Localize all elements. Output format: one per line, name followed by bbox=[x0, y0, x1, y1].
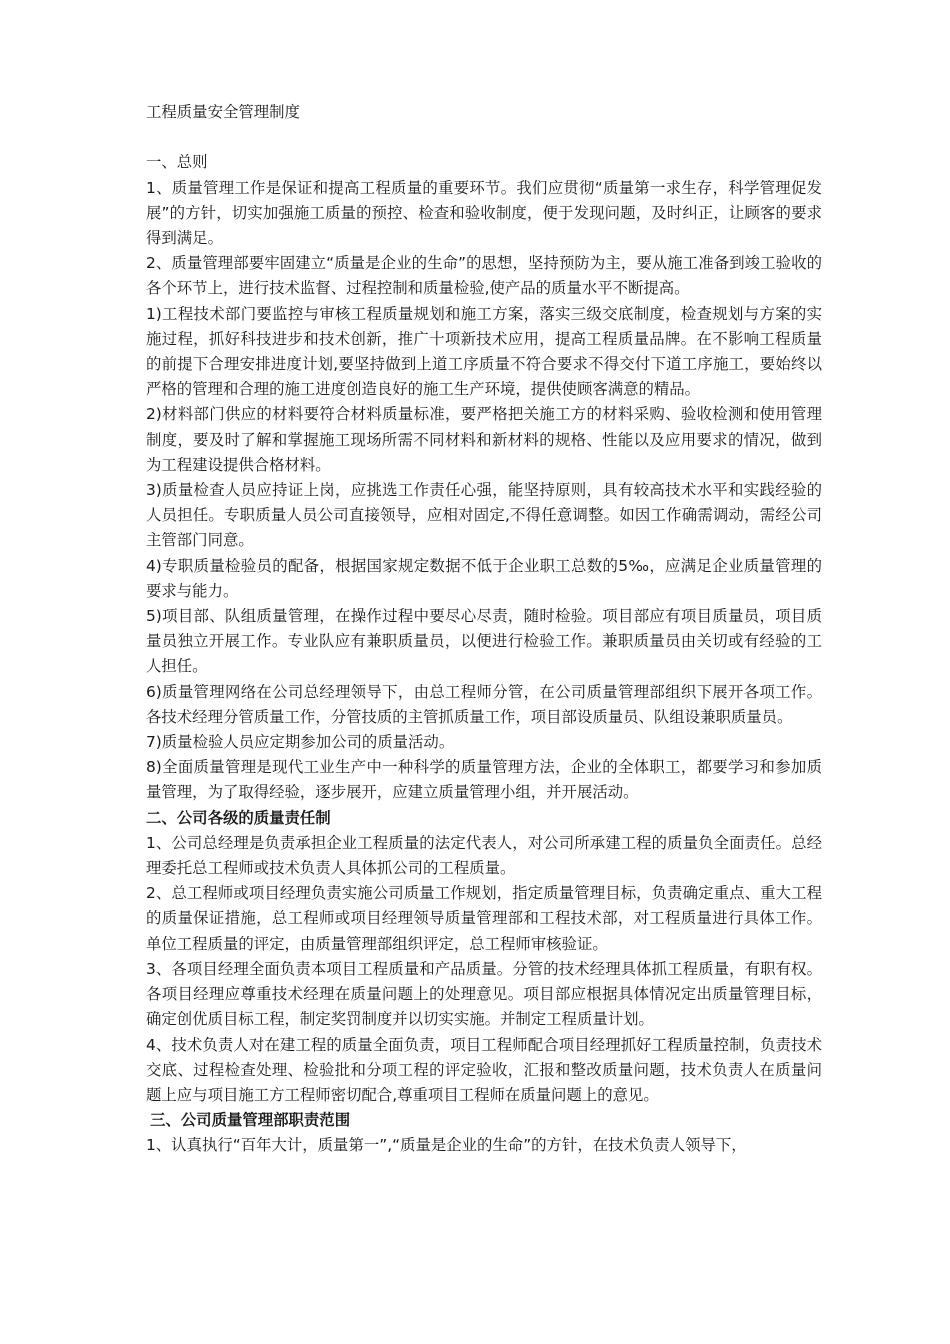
section-heading-general: 一、总则 bbox=[146, 153, 208, 172]
list-item-4: 4)专职质量检验员的配备，根据国家规定数据不低于企业职工总数的5‰，应满足企业质量管理的要求与能力。 bbox=[146, 556, 822, 600]
list-item-7: 7)质量检验人员应定期参加公司的质量活动。 bbox=[146, 733, 455, 752]
list-item-6: 6)质量管理网络在公司总经理领导下，由总工程师分管，在公司质量管理部组织下展开各项工作。各技术经理分管质量工作，分管技质的主管抓质量工作，项目部设质量员、队组设兼职质量员。 bbox=[146, 682, 822, 726]
paragraph-quality-dept-1: 1、认真执行“百年大计，质量第一”,“质量是企业的生命”的方针，在技术负责人领导下， bbox=[146, 1136, 747, 1155]
paragraph-general-1: 1、质量管理工作是保证和提高工程质量的重要环节。我们应贯彻“质量第一求生存，科学管理促发展”的方针，切实加强施工质量的预控、检查和验收制度，便于发现问题，及时纠正，让顾客的要求得到满足。 bbox=[146, 178, 822, 247]
blank-line bbox=[146, 125, 822, 150]
paragraph-responsibility-3: 3、各项目经理全面负责本项目工程质量和产品质量。分管的技术经理具体抓工程质量，有职有权。各项目经理应尊重技术经理在质量问题上的处理意见。项目部应根据具体情况定出质量管理目标，确定创优质目标工程，制定奖罚制度并以切实实施。并制定工程质量计划。 bbox=[146, 959, 822, 1029]
section-heading-responsibility: 二、公司各级的质量责任制 bbox=[146, 808, 331, 827]
list-item-1: 1)工程技术部门要监控与审核工程质量规划和施工方案，落实三级交底制度，检查规划与方案的实施过程，抓好科技进步和技术创新，推广十项新技术应用，提高工程质量品牌。在不影响工程质量的前提下合理安排进度计划,要坚持做到上道工序质量不符合要求不得交付下道工序施工，要始终以严格的管理和合理的施工进度创造良好的施工生产环境，提供使顾客满意的精品。 bbox=[146, 304, 822, 399]
document-page bbox=[146, 100, 822, 1159]
section-heading-quality-dept: 三、公司质量管理部职责范围 bbox=[150, 1111, 351, 1130]
list-item-5: 5)项目部、队组质量管理，在操作过程中要尽心尽责，随时检验。项目部应有项目质量员，项目质量员独立开展工作。专业队应有兼职质量员，以便进行检验工作。兼职质量员由关切或有经验的工人担任。 bbox=[146, 607, 822, 676]
paragraph-responsibility-1: 1、公司总经理是负责承担企业工程质量的法定代表人，对公司所承建工程的质量负全面责任。总经理委托总工程师或技术负责人具体抓公司的工程质量。 bbox=[146, 833, 822, 878]
paragraph-responsibility-4: 4、技术负责人对在建工程的质量全面负责，项目工程师配合项目经理抓好工程质量控制，负责技术交底、过程检查处理、检验批和分项工程的评定验收，汇报和整改质量问题，技术负责人在质量问题上应与项目施工方工程师密切配合,尊重项目工程师在质量问题上的意见。 bbox=[146, 1035, 822, 1104]
paragraph-responsibility-2: 2、总工程师或项目经理负责实施公司质量工作规划，指定质量管理目标，负责确定重点、重大工程的质量保证措施，总工程师或项目经理领导质量管理部和工程技术部，对工程质量进行具体工作。单位工程质量的评定，由质量管理部组织评定，总工程师审核验证。 bbox=[146, 884, 822, 953]
document-title: 工程质量安全管理制度 bbox=[146, 103, 300, 121]
list-item-8: 8)全面质量管理是现代工业生产中一种科学的质量管理方法，企业的全体职工，都要学习和参加质量管理，为了取得经验，逐步展开，应建立质量管理小组，并开展活动。 bbox=[146, 758, 822, 802]
paragraph-general-2: 2、质量管理部要牢固建立“质量是企业的生命”的思想，坚持预防为主，要从施工准备到竣工验收的各个环节上，进行技术监督、过程控制和质量检验,使产品的质量水平不断提高。 bbox=[146, 254, 822, 298]
list-item-2: 2)材料部门供应的材料要符合材料质量标准，要严格把关施工方的材料采购、验收检测和使用管理制度，要及时了解和掌握施工现场所需不同材料和新材料的规格、性能以及应用要求的情况，做到为工程建设提供合格材料。 bbox=[146, 405, 822, 474]
list-item-3: 3)质量检查人员应持证上岗，应挑选工作责任心强，能坚持原则，具有较高技术水平和实践经验的人员担任。专职质量人员公司直接领导，应相对固定,不得任意调整。如因工作确需调动，需经公司主管部门同意。 bbox=[146, 481, 822, 550]
